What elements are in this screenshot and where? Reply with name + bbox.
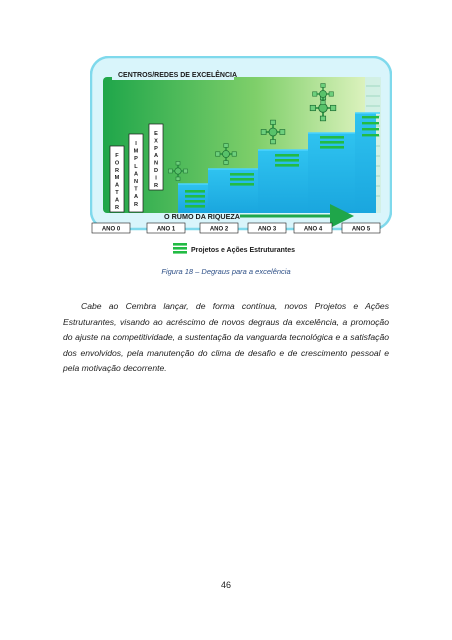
page-number: 46 [220,580,231,590]
phase-letter-implantar: R [133,201,139,208]
body-paragraph: Cabe ao Cembra lançar, de forma contínua, novos Projetos e Ações Estruturantes, visando ao acréscimo de novos degraus da excelência, a promoção do ajuste na competitividade, a sustentação da vanguarda tecnológica e a satisfação dos envolvidos, pela manutenção do clima de desafio e de crescimento pessoal e pela motivação decorrente. [63,301,389,374]
year-label: ANO 4 [303,226,323,233]
phase-letter-formatar: A [114,182,120,189]
phase-letter-formatar: R [114,167,120,174]
direction-label: O RUMO DA RIQUEZA [164,212,240,221]
phase-letter-implantar: M [133,148,139,155]
phase-letter-formatar: T [115,190,119,196]
year-label: ANO 1 [156,226,176,233]
phase-letter-implantar: A [133,194,139,201]
phase-letter-formatar: R [114,204,120,211]
phase-letter-expandir: E [154,131,158,137]
phase-letter-implantar: L [134,163,138,170]
legend-label: Projetos e Ações Estruturantes [191,247,295,254]
legend [173,243,295,254]
phase-letter-expandir: X [154,138,158,145]
phase-letter-expandir: N [153,160,159,167]
figure-caption: Figura 18 – Degraus para a excelência [161,267,291,276]
figure-graphic [90,56,392,262]
phase-letter-implantar: N [133,179,139,185]
phase-letter-expandir: P [154,145,158,152]
year-label: ANO 3 [257,226,277,233]
phase-letter-expandir: A [153,153,159,160]
phase-letter-implantar: A [133,171,139,178]
phase-letter-formatar: O [114,160,120,167]
year-label: ANO 0 [101,226,121,233]
header-label: CENTROS/REDES DE EXCELÊNCIA [118,72,238,79]
phase-letter-expandir: I [155,175,157,182]
phase-letter-implantar: T [134,186,138,193]
phase-letter-expandir: R [153,182,159,189]
phase-letter-implantar: P [134,156,138,163]
excellence-steps-figure [90,56,392,262]
phase-letter-formatar: A [114,197,120,204]
phase-letter-formatar: F [115,153,119,159]
phase-letter-formatar: M [114,175,120,182]
year-label: ANO 5 [351,226,371,233]
year-label: ANO 2 [209,226,229,233]
phase-letter-expandir: D [153,168,159,174]
phase-letter-implantar: I [135,141,137,147]
